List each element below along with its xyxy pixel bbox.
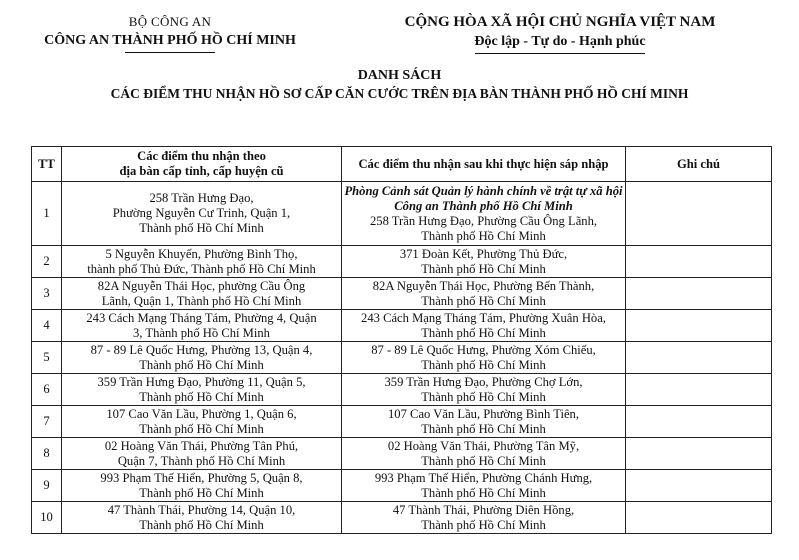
new-location-line: Thành phố Hồ Chí Minh	[421, 453, 546, 468]
old-location-line: 87 - 89 Lê Quốc Hưng, Phường 13, Quận 4,	[90, 342, 313, 357]
old-location-line: Thành phố Hồ Chí Minh	[139, 357, 264, 372]
old-location-line: Thành phố Hồ Chí Minh	[139, 221, 264, 235]
new-location-cell	[342, 310, 626, 342]
national-header	[350, 14, 770, 54]
old-location-line: 02 Hoàng Văn Thái, Phường Tân Phú,	[104, 438, 299, 453]
note-cell	[626, 502, 772, 534]
row-number: 9	[32, 470, 62, 502]
old-location-cell	[62, 342, 342, 374]
old-location-line: Thành phố Hồ Chí Minh	[139, 517, 264, 532]
new-location-line: Thành phố Hồ Chí Minh	[421, 261, 546, 276]
note-cell	[626, 438, 772, 470]
new-location-line: 02 Hoàng Văn Thái, Phường Tân Mỹ,	[387, 438, 580, 453]
new-location-cell	[342, 246, 626, 278]
old-location-cell	[62, 438, 342, 470]
new-location-cell	[342, 182, 626, 246]
note-cell	[626, 470, 772, 502]
old-location-line: 993 Phạm Thế Hiển, Phường 5, Quận 8,	[100, 470, 303, 485]
ministry-name: BỘ CÔNG AN	[128, 14, 212, 29]
note-cell	[626, 310, 772, 342]
row-number: 4	[32, 310, 62, 342]
new-location-line: Thành phố Hồ Chí Minh	[421, 228, 546, 243]
old-location-line: Quận 7, Thành phố Hồ Chí Minh	[117, 453, 286, 468]
note-cell	[626, 278, 772, 310]
new-location-cell	[342, 374, 626, 406]
new-location-line: 82A Nguyễn Thái Học, Phường Bến Thành,	[372, 278, 595, 293]
document-title	[0, 68, 799, 102]
old-location-cell	[62, 246, 342, 278]
table-header-row	[32, 147, 772, 182]
row-number: 8	[32, 438, 62, 470]
new-location-line: 359 Trần Hưng Đạo, Phường Chợ Lớn,	[384, 374, 583, 389]
header-note: Ghi chú	[626, 147, 772, 182]
old-location-cell	[62, 278, 342, 310]
row-number: 6	[32, 374, 62, 406]
new-location-cell	[342, 406, 626, 438]
agency-header	[30, 14, 310, 53]
unit-underline	[125, 52, 215, 53]
old-location-cell	[62, 502, 342, 534]
note-cell	[626, 406, 772, 438]
locations-table	[31, 146, 772, 534]
old-location-line: 359 Trần Hưng Đạo, Phường 11, Quận 5,	[97, 374, 306, 389]
national-motto: Độc lập - Tự do - Hạnh phúc	[474, 34, 646, 49]
new-location-cell	[342, 470, 626, 502]
table-row	[32, 406, 772, 438]
old-location-line: 5 Nguyễn Khuyến, Phường Bình Thọ,	[105, 246, 298, 261]
table-row	[32, 470, 772, 502]
title-line-2: CÁC ĐIỂM THU NHẬN HỒ SƠ CẤP CĂN CƯỚC TRÊN ĐỊA BÀN THÀNH PHỐ HỒ CHÍ MINH	[110, 86, 689, 101]
new-location-line: Thành phố Hồ Chí Minh	[421, 517, 546, 532]
note-cell	[626, 374, 772, 406]
new-location-cell	[342, 502, 626, 534]
header-old-line-1: Các điểm thu nhận theo	[137, 149, 266, 163]
header-tt: TT	[32, 147, 62, 182]
header-old-line-2: địa bàn cấp tỉnh, cấp huyện cũ	[119, 164, 284, 178]
old-location-cell	[62, 374, 342, 406]
header-new-locations: Các điểm thu nhận sau khi thực hiện sáp nhập	[342, 147, 626, 182]
new-location-line: 107 Cao Văn Lầu, Phường Bình Tiên,	[388, 406, 579, 421]
old-location-line: 3, Thành phố Hồ Chí Minh	[133, 325, 270, 340]
new-location-line: 243 Cách Mạng Tháng Tám, Phường Xuân Hòa,	[361, 310, 606, 325]
old-location-line: Phường Nguyễn Cư Trinh, Quận 1,	[112, 206, 291, 220]
table-body	[32, 182, 772, 534]
new-location-line: 87 - 89 Lê Quốc Hưng, Phường Xóm Chiếu,	[371, 342, 596, 357]
note-cell	[626, 342, 772, 374]
old-location-cell	[62, 182, 342, 246]
old-location-line: 82A Nguyễn Thái Học, phường Cầu Ông	[97, 278, 306, 293]
row-number: 10	[32, 502, 62, 534]
old-location-line: 258 Trần Hưng Đạo,	[149, 191, 254, 205]
header-old-locations	[62, 147, 342, 182]
new-location-cell	[342, 342, 626, 374]
note-cell	[626, 246, 772, 278]
motto-underline	[475, 53, 645, 54]
title-line-1: DANH SÁCH	[357, 68, 442, 83]
old-location-line: 107 Cao Văn Lầu, Phường 1, Quận 6,	[106, 406, 297, 421]
row-number: 7	[32, 406, 62, 438]
new-location-line: Thành phố Hồ Chí Minh	[421, 357, 546, 372]
table-row	[32, 374, 772, 406]
old-location-line: thành phố Thủ Đức, Thành phố Hồ Chí Minh	[87, 261, 316, 276]
new-location-line: Thành phố Hồ Chí Minh	[421, 325, 546, 340]
new-location-line: Thành phố Hồ Chí Minh	[421, 389, 546, 404]
table-row	[32, 310, 772, 342]
old-location-line: Thành phố Hồ Chí Minh	[139, 389, 264, 404]
old-location-line: 47 Thành Thái, Phường 14, Quận 10,	[107, 502, 296, 517]
table-row	[32, 502, 772, 534]
old-location-line: Thành phố Hồ Chí Minh	[139, 485, 264, 500]
old-location-line: 243 Cách Mạng Tháng Tám, Phường 4, Quận	[86, 310, 317, 325]
new-location-line: Thành phố Hồ Chí Minh	[421, 421, 546, 436]
old-location-line: Thành phố Hồ Chí Minh	[139, 421, 264, 436]
row-number: 1	[32, 182, 62, 246]
new-location-line: 371 Đoàn Kết, Phường Thủ Đức,	[399, 246, 568, 261]
table-row	[32, 342, 772, 374]
old-location-cell	[62, 406, 342, 438]
new-location-line: 258 Trần Hưng Đạo, Phường Cầu Ông Lãnh,	[369, 213, 598, 228]
old-location-cell	[62, 310, 342, 342]
table-row	[32, 246, 772, 278]
new-location-cell	[342, 278, 626, 310]
new-location-line: 47 Thành Thái, Phường Diên Hồng,	[392, 502, 575, 517]
new-location-line: Thành phố Hồ Chí Minh	[421, 293, 546, 308]
new-location-cell	[342, 438, 626, 470]
unit-name: CÔNG AN THÀNH PHỐ HỒ CHÍ MINH	[44, 33, 296, 48]
note-cell	[626, 182, 772, 246]
row-number: 3	[32, 278, 62, 310]
row-number: 5	[32, 342, 62, 374]
office-name-line: Phòng Cảnh sát Quản lý hành chính về trật tự xã hội	[344, 183, 623, 198]
table-row	[32, 182, 772, 246]
office-name-line: Công an Thành phố Hồ Chí Minh	[394, 198, 573, 213]
new-location-line: Thành phố Hồ Chí Minh	[421, 485, 546, 500]
table-row	[32, 278, 772, 310]
old-location-line: Lãnh, Quận 1, Thành phố Hồ Chí Minh	[101, 293, 302, 308]
table-row	[32, 438, 772, 470]
new-location-line: 993 Phạm Thế Hiển, Phường Chánh Hưng,	[374, 470, 593, 485]
row-number: 2	[32, 246, 62, 278]
old-location-cell	[62, 470, 342, 502]
country-name: CỘNG HÒA XÃ HỘI CHỦ NGHĨA VIỆT NAM	[404, 14, 716, 30]
